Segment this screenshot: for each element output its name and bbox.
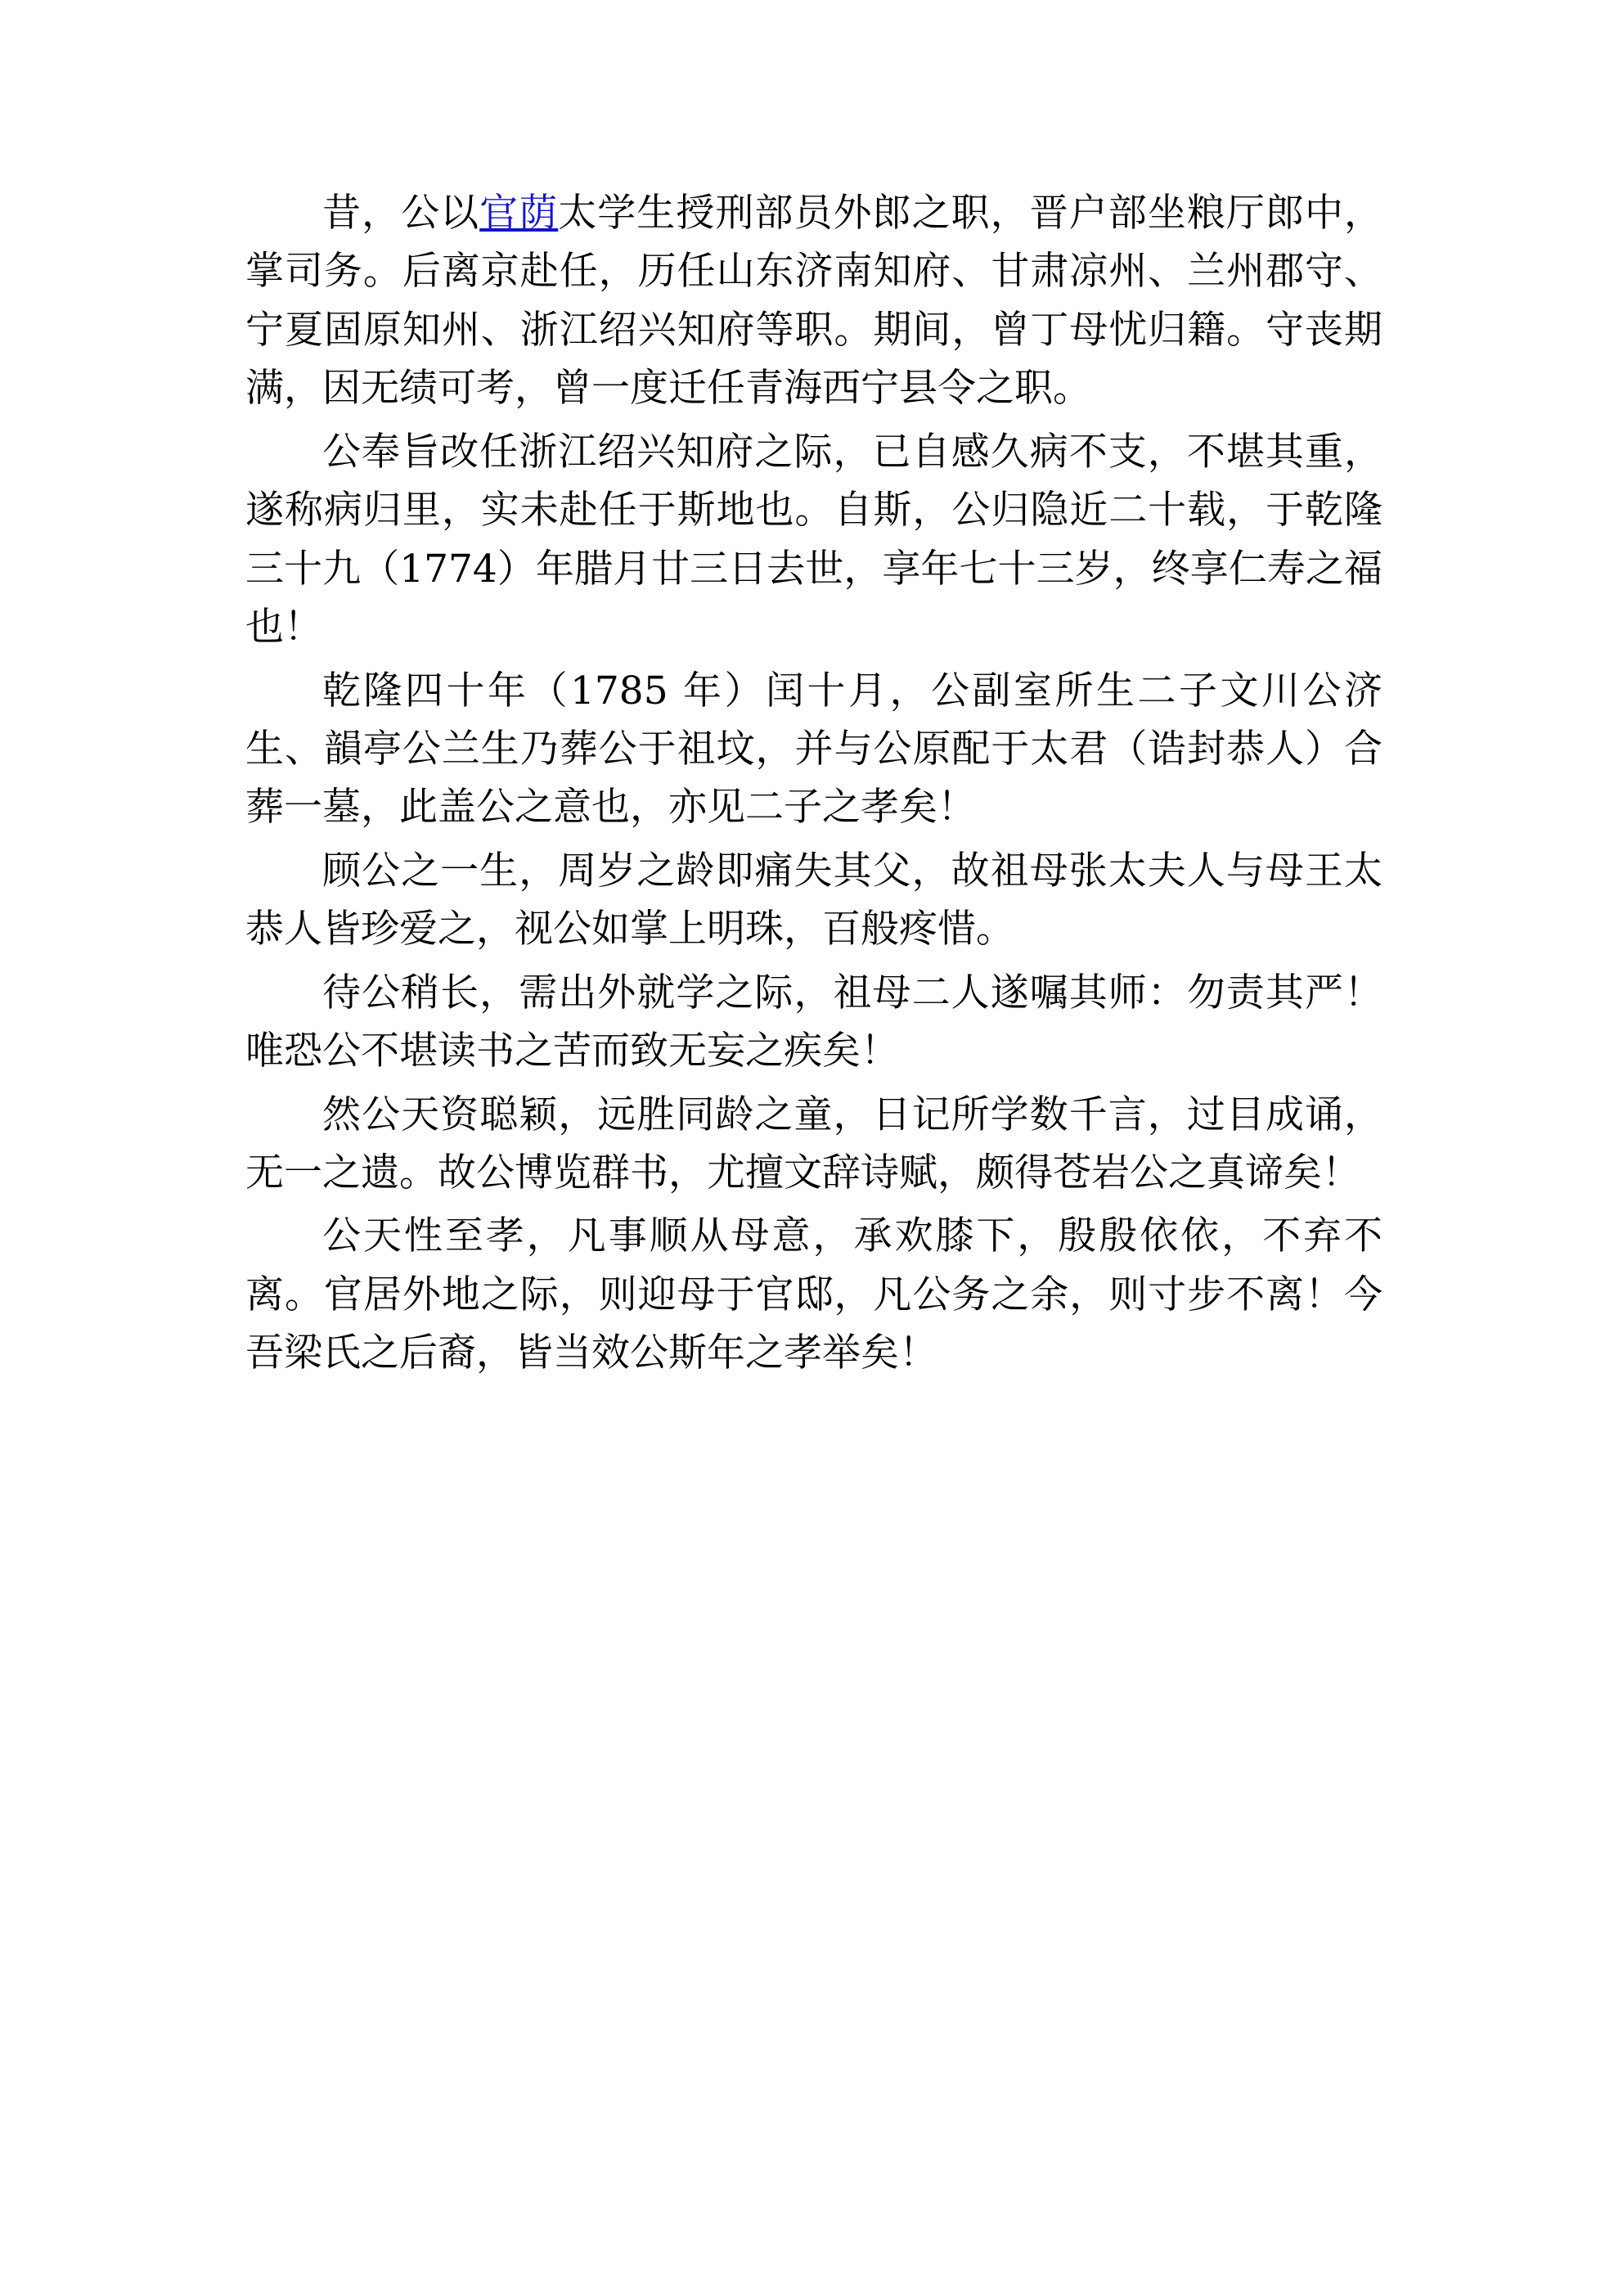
paragraph <box>245 423 1382 657</box>
paragraph <box>245 1086 1382 1203</box>
inline-link[interactable]: 官荫 <box>479 191 559 236</box>
paragraph <box>245 964 1382 1081</box>
paragraph-text: 昔，公以 <box>322 191 480 236</box>
paragraph-text: 顾公之一生，周岁之龄即痛失其父，故祖母张太夫人与母王太恭人皆珍爱之，视公如掌上明珠，百般疼惜。 <box>245 848 1382 952</box>
paragraph-text: 乾隆四十年（1785 年）闰十月，公副室所生二子文川公济生、韻亭公兰生乃葬公于祖坟，并与公原配于太君（诰封恭人）合葬一墓，此盖公之意也，亦见二子之孝矣！ <box>245 668 1382 831</box>
paragraph-text: 然公天资聪颖，远胜同龄之童，日记所学数千言，过目成诵，无一之遗。故公博览群书，尤擅文辞诗赋，颇得苍岩公之真谛矣！ <box>245 1092 1382 1195</box>
paragraph <box>245 1207 1382 1382</box>
paragraph <box>245 662 1382 837</box>
paragraph-text: 太学生授刑部员外郎之职，晋户部坐粮厅郎中，掌司务。后离京赴任，历任山东济南知府、甘肃凉州、兰州郡守、宁夏固原知州、浙江绍兴知府等职。期间，曾丁母忧归籍。守丧期满，因无绩可考，曾一度迁任青海西宁县令之职。 <box>245 191 1383 412</box>
paragraph <box>245 184 1382 418</box>
document-body <box>245 184 1382 1388</box>
paragraph-text: 公奉旨改任浙江绍兴知府之际，已自感久病不支，不堪其重，遂称病归里，实未赴任于斯地也。自斯，公归隐近二十载，于乾隆三十九（1774）年腊月廿三日去世，享年七十三岁，终享仁寿之福也！ <box>245 429 1382 651</box>
paragraph-text: 公天性至孝，凡事顺从母意，承欢膝下，殷殷依依，不弃不离。官居外地之际，则迎母于官邸，凡公务之余，则寸步不离！今吾梁氏之后裔，皆当效公斯年之孝举矣！ <box>245 1213 1382 1376</box>
paragraph <box>245 842 1382 959</box>
paragraph-text: 待公稍长，需出外就学之际，祖母二人遂嘱其师：勿责其严！唯恐公不堪读书之苦而致无妄之疾矣！ <box>245 970 1382 1074</box>
